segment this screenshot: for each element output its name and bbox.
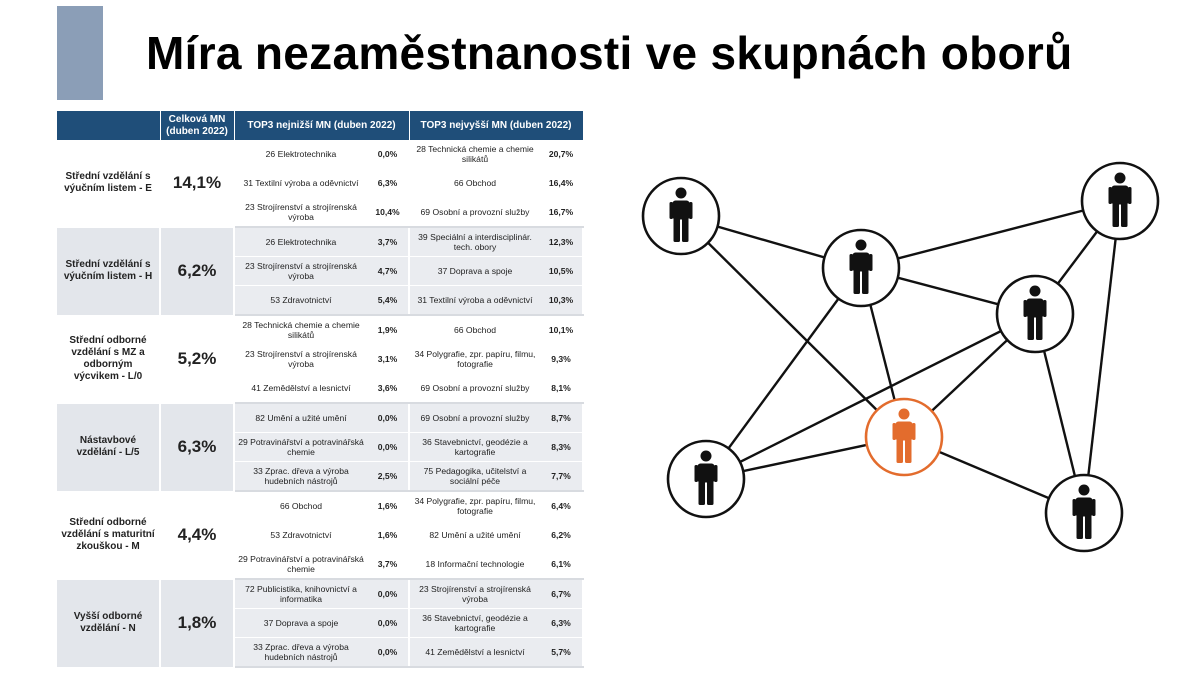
lowest-field-name: 28 Technická chemie a chemie silikátů [234, 315, 367, 345]
lowest-field-name: 31 Textilní výroba a oděvnictví [234, 169, 367, 198]
highest-field-rate: 20,7% [540, 140, 583, 169]
highest-field-name: 34 Polygrafie, zpr. papíru, filmu, fotografie [409, 345, 540, 374]
group-total: 4,4% [160, 491, 234, 579]
highlighted-person-node [866, 399, 942, 475]
highest-field-rate: 16,7% [540, 198, 583, 228]
lowest-field-name: 26 Elektrotechnika [234, 227, 367, 257]
highest-field-name: 69 Osobní a provozní služby [409, 198, 540, 228]
highest-field-name: 31 Textilní výroba a oděvnictví [409, 286, 540, 316]
group-total: 6,3% [160, 403, 234, 491]
table-header-row [57, 111, 583, 140]
lowest-field-name: 33 Zprac. dřeva a výroba hudebních nástrojů [234, 462, 367, 492]
highest-field-name: 37 Doprava a spoje [409, 257, 540, 286]
highest-field-rate: 6,3% [540, 609, 583, 638]
lowest-field-name: 66 Obchod [234, 491, 367, 521]
lowest-field-rate: 0,0% [367, 140, 409, 169]
highest-field-name: 18 Informační technologie [409, 550, 540, 580]
header-highest: TOP3 nejvyšší MN (duben 2022) [409, 111, 583, 140]
table-row [57, 140, 583, 169]
table-row [57, 403, 583, 433]
highest-field-rate: 6,1% [540, 550, 583, 580]
people-network-illustration [640, 150, 1180, 570]
header-group [57, 111, 160, 140]
lowest-field-rate: 3,1% [367, 345, 409, 374]
lowest-field-rate: 2,5% [367, 462, 409, 492]
lowest-field-rate: 0,0% [367, 403, 409, 433]
highest-field-name: 34 Polygrafie, zpr. papíru, filmu, fotografie [409, 491, 540, 521]
highest-field-name: 36 Stavebnictví, geodézie a kartografie [409, 609, 540, 638]
lowest-field-rate: 3,7% [367, 550, 409, 580]
highest-field-rate: 8,1% [540, 374, 583, 404]
network-edge [1084, 201, 1120, 513]
highest-field-rate: 6,7% [540, 579, 583, 609]
highest-field-rate: 12,3% [540, 227, 583, 257]
person-node [643, 178, 719, 254]
lowest-field-rate: 0,0% [367, 638, 409, 668]
highest-field-name: 66 Obchod [409, 315, 540, 345]
group-label: Vyšší odborné vzdělání - N [57, 579, 160, 667]
highest-field-rate: 6,2% [540, 521, 583, 550]
lowest-field-name: 41 Zemědělství a lesnictví [234, 374, 367, 404]
person-node [823, 230, 899, 306]
highest-field-rate: 10,1% [540, 315, 583, 345]
table-row [57, 579, 583, 609]
group-total: 1,8% [160, 579, 234, 667]
lowest-field-name: 29 Potravinářství a potravinářská chemie [234, 433, 367, 462]
highest-field-name: 36 Stavebnictví, geodézie a kartografie [409, 433, 540, 462]
person-node [668, 441, 744, 517]
person-node [1046, 475, 1122, 551]
table-row [57, 315, 583, 345]
header-lowest: TOP3 nejnižší MN (duben 2022) [234, 111, 409, 140]
lowest-field-name: 33 Zprac. dřeva a výroba hudebních nástrojů [234, 638, 367, 668]
group-total: 6,2% [160, 227, 234, 315]
group-label: Nástavbové vzdělání - L/5 [57, 403, 160, 491]
highest-field-rate: 10,3% [540, 286, 583, 316]
group-total: 5,2% [160, 315, 234, 403]
lowest-field-name: 29 Potravinářství a potravinářská chemie [234, 550, 367, 580]
highest-field-rate: 7,7% [540, 462, 583, 492]
highest-field-rate: 8,3% [540, 433, 583, 462]
highest-field-name: 69 Osobní a provozní služby [409, 403, 540, 433]
lowest-field-name: 53 Zdravotnictví [234, 521, 367, 550]
highest-field-rate: 5,7% [540, 638, 583, 668]
accent-bar [57, 6, 103, 100]
lowest-field-name: 72 Publicistika, knihovnictví a informatika [234, 579, 367, 609]
lowest-field-rate: 4,7% [367, 257, 409, 286]
page-title: Míra nezaměstnanosti ve skupnách oborů [146, 27, 1073, 79]
highest-field-name: 75 Pedagogika, učitelství a sociální péče [409, 462, 540, 492]
highest-field-rate: 8,7% [540, 403, 583, 433]
highest-field-rate: 6,4% [540, 491, 583, 521]
highest-field-name: 66 Obchod [409, 169, 540, 198]
lowest-field-name: 23 Strojírenství a strojírenská výroba [234, 257, 367, 286]
lowest-field-rate: 1,9% [367, 315, 409, 345]
group-total: 14,1% [160, 140, 234, 227]
person-node [1082, 163, 1158, 239]
highest-field-rate: 16,4% [540, 169, 583, 198]
highest-field-rate: 9,3% [540, 345, 583, 374]
lowest-field-rate: 3,7% [367, 227, 409, 257]
table-row [57, 227, 583, 257]
unemployment-table [57, 111, 584, 668]
table-body [57, 140, 583, 667]
lowest-field-rate: 0,0% [367, 433, 409, 462]
lowest-field-name: 23 Strojírenství a strojírenská výroba [234, 345, 367, 374]
group-label: Střední vzdělání s výučním listem - E [57, 140, 160, 227]
lowest-field-name: 37 Doprava a spoje [234, 609, 367, 638]
lowest-field-rate: 6,3% [367, 169, 409, 198]
highest-field-name: 69 Osobní a provozní služby [409, 374, 540, 404]
lowest-field-rate: 5,4% [367, 286, 409, 316]
lowest-field-rate: 1,6% [367, 491, 409, 521]
header-total: Celková MN (duben 2022) [160, 111, 234, 140]
group-label: Střední odborné vzdělání s maturitní zkouškou - M [57, 491, 160, 579]
lowest-field-rate: 3,6% [367, 374, 409, 404]
lowest-field-name: 82 Umění a užité umění [234, 403, 367, 433]
lowest-field-rate: 10,4% [367, 198, 409, 228]
lowest-field-name: 26 Elektrotechnika [234, 140, 367, 169]
highest-field-rate: 10,5% [540, 257, 583, 286]
table-row [57, 491, 583, 521]
lowest-field-rate: 0,0% [367, 579, 409, 609]
group-label: Střední vzdělání s výučním listem - H [57, 227, 160, 315]
person-node [997, 276, 1073, 352]
lowest-field-rate: 0,0% [367, 609, 409, 638]
highest-field-name: 41 Zemědělství a lesnictví [409, 638, 540, 668]
lowest-field-name: 23 Strojírenství a strojírenská výroba [234, 198, 367, 228]
highest-field-name: 82 Umění a užité umění [409, 521, 540, 550]
network-edge [861, 201, 1120, 268]
group-label: Střední odborné vzdělání s MZ a odborným výcvikem - L/0 [57, 315, 160, 403]
lowest-field-rate: 1,6% [367, 521, 409, 550]
highest-field-name: 28 Technická chemie a chemie silikátů [409, 140, 540, 169]
highest-field-name: 39 Speciální a interdisciplinár. tech. obory [409, 227, 540, 257]
network-nodes [643, 163, 1158, 551]
unemployment-table-wrap [57, 111, 583, 668]
highest-field-name: 23 Strojírenství a strojírenská výroba [409, 579, 540, 609]
lowest-field-name: 53 Zdravotnictví [234, 286, 367, 316]
